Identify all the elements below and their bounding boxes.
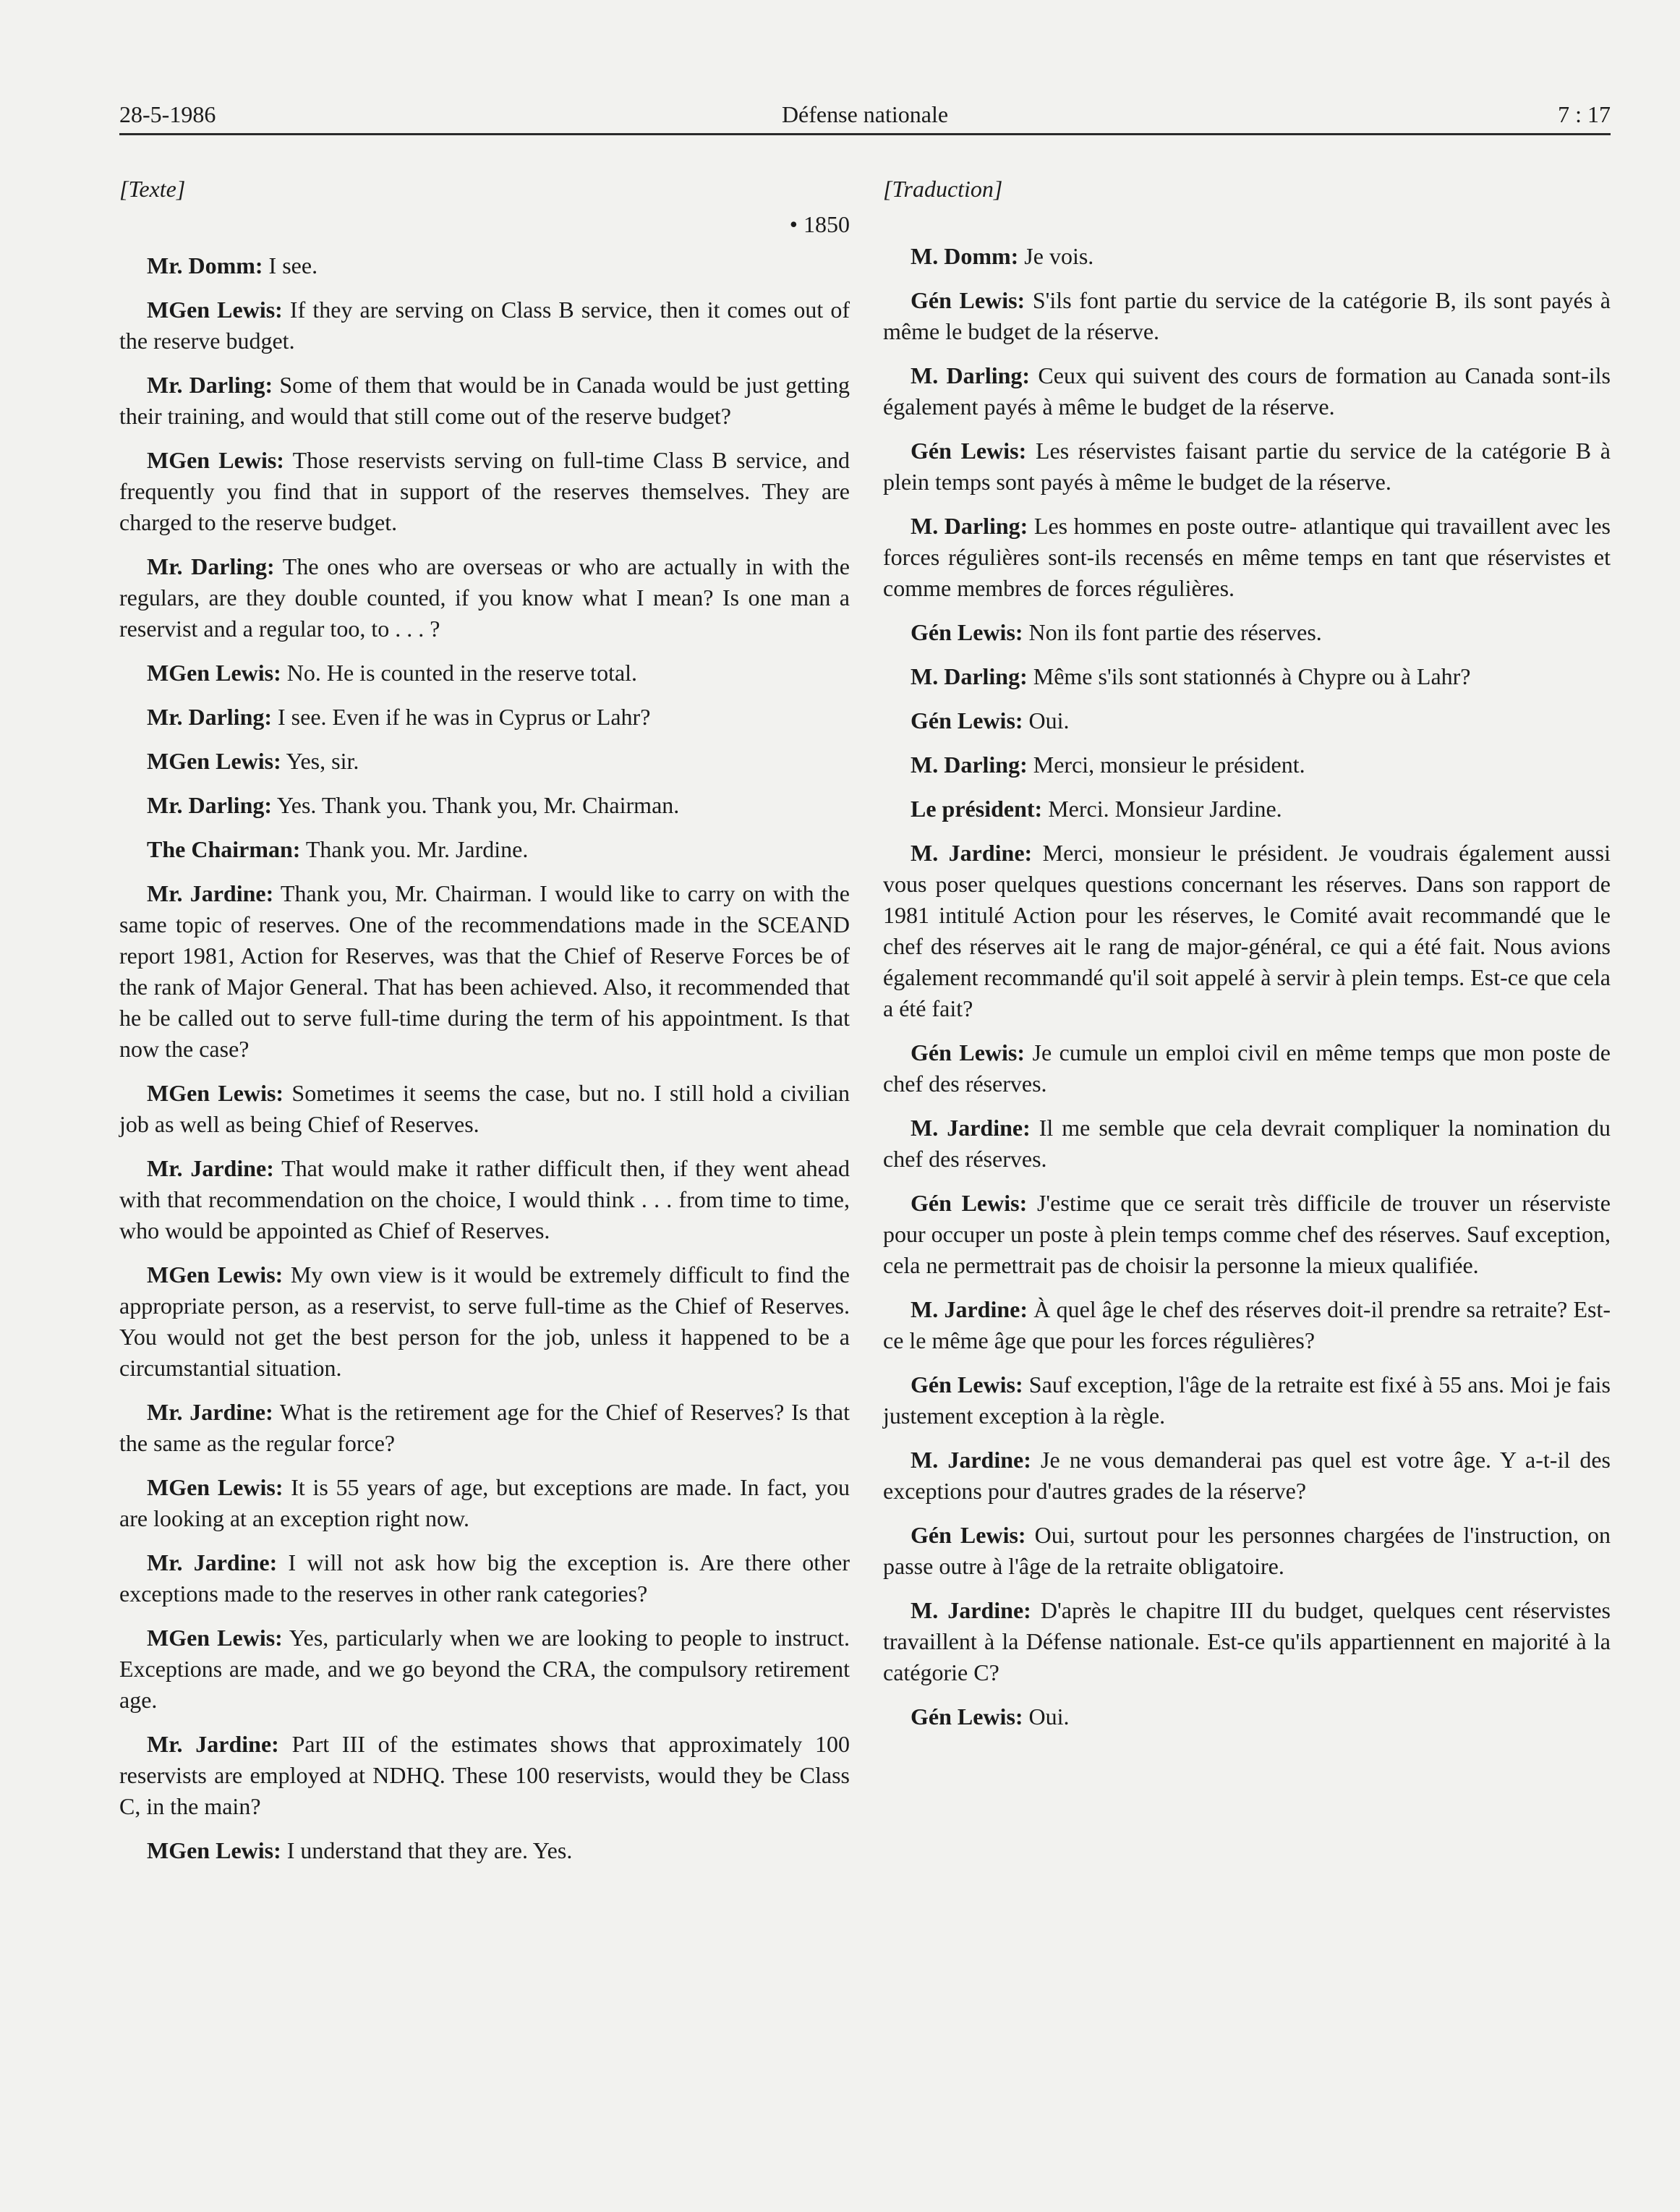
speaker-name: Mr. Jardine: <box>147 880 274 906</box>
speaker-name: M. Darling: <box>911 663 1028 689</box>
speaker-name: M. Jardine: <box>911 1447 1031 1473</box>
speech-text: Yes, particularly when we are looking to people to instruct. Exceptions are made, and we go beyond the CRA, the compulsory retirement age. <box>119 1625 850 1713</box>
speaker-name: MGen Lewis: <box>147 297 283 323</box>
speaker-name: MGen Lewis: <box>147 748 281 774</box>
speech-text: Oui, surtout pour les personnes chargées de l'instruction, on passe outre à l'âge de la retraite obligatoire. <box>883 1522 1611 1579</box>
speech-text: It is 55 years of age, but exceptions are made. In fact, you are looking at an exception right now. <box>119 1474 850 1531</box>
speech-text: The ones who are overseas or who are actually in with the regulars, are they double counted, if you know what I mean? Is one man a reservist and a regular too, to . . . ? <box>119 553 850 642</box>
transcript-paragraph <box>883 661 1611 692</box>
speech-text: S'ils font partie du service de la catégorie B, ils sont payés à même le budget de la réserve. <box>883 287 1611 344</box>
speech-text: Oui. <box>1023 707 1070 733</box>
speaker-name: Gén Lewis: <box>911 707 1023 733</box>
speaker-name: Gén Lewis: <box>911 438 1027 464</box>
speech-text: Les hommes en poste outre- atlantique qui travaillent avec les forces régulières sont-ils recensés en même temps en tant que réservistes et comme membres de forces régulières. <box>883 513 1611 601</box>
speaker-name: MGen Lewis: <box>147 1837 281 1863</box>
transcript-paragraph <box>119 445 850 538</box>
transcript-paragraph <box>119 834 850 865</box>
language-tag: [Traduction] <box>883 176 1003 202</box>
speaker-name: Mr. Darling: <box>147 553 275 579</box>
speaker-name: MGen Lewis: <box>147 1080 284 1106</box>
speaker-name: Gén Lewis: <box>911 1039 1026 1065</box>
transcript-paragraph <box>883 1445 1611 1507</box>
speech-text: Je cumule un emploi civil en même temps que mon poste de chef des réserves. <box>883 1039 1611 1097</box>
speech-text: Sometimes it seems the case, but no. I still hold a civilian job as well as being Chief of Reserves. <box>119 1080 850 1137</box>
speaker-name: Mr. Jardine: <box>147 1731 279 1757</box>
speech-text: Ceux qui suivent des cours de formation au Canada sont-ils également payés à même le budget de la réserve. <box>883 362 1611 420</box>
transcript-paragraph <box>119 250 850 281</box>
transcript-paragraph <box>119 1622 850 1716</box>
speech-text: Part III of the estimates shows that approximately 100 reservists are employed at NDHQ. These 100 reservists, would they be Class C, in the main? <box>119 1731 850 1819</box>
language-tag: [Texte] <box>119 176 186 202</box>
speech-text: Les réservistes faisant partie du service de la catégorie B à plein temps sont payés à même le budget de la réserve. <box>883 438 1611 495</box>
transcript-paragraph <box>119 1078 850 1140</box>
speaker-name: Mr. Domm: <box>147 252 263 278</box>
speech-text: I will not ask how big the exception is. Are there other exceptions made to the reserves in other rank categories? <box>119 1549 850 1607</box>
speech-text: Some of them that would be in Canada would be just getting their training, and would that still come out of the reserve budget? <box>119 372 850 429</box>
speech-text: Merci. Monsieur Jardine. <box>1042 796 1282 822</box>
transcript-paragraph <box>119 702 850 733</box>
speech-text: I see. <box>263 252 318 278</box>
speech-text: Thank you, Mr. Chairman. I would like to carry on with the same topic of reserves. One of the recommendations made in the SCEAND report 1981, Action for Reserves, was that the Chief of Reserve Forces be of the rank of Major General. That has been achieved. Also, it recommended that he be called out to serve full-time during the term of his appointment. Is that now the case? <box>119 880 850 1062</box>
transcript-paragraph <box>119 1472 850 1534</box>
transcript-paragraph <box>883 435 1611 498</box>
transcript-paragraph <box>883 1294 1611 1356</box>
speech-text: Those reservists serving on full-time Class B service, and frequently you find that in support of the reserves themselves. They are charged to the reserve budget. <box>119 447 850 535</box>
speaker-name: Gén Lewis: <box>911 1371 1023 1398</box>
french-transcript <box>883 241 1611 1732</box>
speech-text: Non ils font partie des réserves. <box>1023 619 1322 645</box>
speaker-name: Gén Lewis: <box>911 1190 1028 1216</box>
transcript-paragraph <box>883 241 1611 272</box>
speech-text: J'estime que ce serait très difficile de trouver un réserviste pour occuper un poste à plein temps comme chef des réserves. Sauf exception, cela ne permettrait pas de choisir la personne la mieux qualifiée. <box>883 1190 1611 1278</box>
speaker-name: MGen Lewis: <box>147 1474 283 1500</box>
transcript-paragraph <box>883 1595 1611 1688</box>
speech-text: My own view is it would be extremely difficult to find the appropriate person, as a reservist, to serve full-time as the Chief of Reserves. You would not get the best person for the job, unless it happened to be a circumstantial situation. <box>119 1262 850 1381</box>
transcript-paragraph <box>883 1701 1611 1732</box>
transcript-paragraph <box>883 1188 1611 1281</box>
speech-text: D'après le chapitre III du budget, quelques cent réservistes travaillent à la Défense nationale. Est-ce qu'ils appartiennent en majorité à la catégorie C? <box>883 1597 1611 1685</box>
speech-text: What is the retirement age for the Chief of Reserves? Is that the same as the regular force? <box>119 1399 850 1456</box>
speech-text: I understand that they are. Yes. <box>281 1837 573 1863</box>
transcript-paragraph <box>883 285 1611 347</box>
speech-text: Oui. <box>1023 1703 1070 1730</box>
speech-text: If they are serving on Class B service, then it comes out of the reserve budget. <box>119 297 850 354</box>
speaker-name: Le président: <box>911 796 1043 822</box>
english-column <box>119 174 850 1879</box>
transcript-paragraph <box>883 705 1611 736</box>
speaker-name: Mr. Jardine: <box>147 1155 274 1181</box>
transcript-paragraph <box>119 1153 850 1246</box>
transcript-paragraph <box>119 658 850 689</box>
english-transcript <box>119 250 850 1866</box>
speaker-name: Mr. Darling: <box>147 372 273 398</box>
transcript-paragraph <box>119 370 850 432</box>
transcript-paragraph <box>883 1369 1611 1432</box>
header-date: 28-5-1986 <box>119 101 216 127</box>
french-column <box>883 174 1611 1745</box>
speech-text: Je ne vous demanderai pas quel est votre âge. Y a-t-il des exceptions pour d'autres grades de la réserve? <box>883 1447 1611 1504</box>
speaker-name: Mr. Jardine: <box>147 1399 273 1425</box>
transcript-paragraph <box>119 551 850 645</box>
transcript-paragraph <box>883 1037 1611 1099</box>
speech-text: Il me semble que cela devrait compliquer la nomination du chef des réserves. <box>883 1115 1611 1172</box>
speaker-name: Mr. Darling: <box>147 704 273 730</box>
speech-text: Yes, sir. <box>281 748 359 774</box>
speaker-name: Mr. Jardine: <box>147 1549 278 1575</box>
speaker-name: MGen Lewis: <box>147 447 284 473</box>
transcript-paragraph <box>883 1113 1611 1175</box>
transcript-paragraph <box>119 1397 850 1459</box>
transcript-paragraph <box>119 790 850 821</box>
transcript-paragraph <box>883 511 1611 604</box>
speaker-name: MGen Lewis: <box>147 1625 283 1651</box>
speech-text: That would make it rather difficult then, if they went ahead with that recommendation on the choice, I would think . . . from time to time, who would be appointed as Chief of Reserves. <box>119 1155 850 1243</box>
speaker-name: Gén Lewis: <box>911 619 1023 645</box>
speaker-name: The Chairman: <box>147 836 301 862</box>
speaker-name: MGen Lewis: <box>147 660 281 686</box>
transcript-paragraph <box>119 1835 850 1866</box>
speech-text: Merci, monsieur le président. Je voudrais également aussi vous poser quelques questions concernant les réserves. Dans son rapport de 1981 intitulé Action pour les réserves, le Comité avait recommandé que le chef des réserves ait le rang de major-général, ce qui a été fait. Nous avions également recommandé qu'il soit appelé à servir à plein temps. Est-ce que cela a été fait? <box>883 840 1611 1021</box>
speaker-name: Gén Lewis: <box>911 1703 1023 1730</box>
speech-text: Thank you. Mr. Jardine. <box>300 836 529 862</box>
speaker-name: M. Domm: <box>911 243 1019 269</box>
speech-text: À quel âge le chef des réserves doit-il prendre sa retraite? Est-ce le même âge que pour les forces régulières? <box>883 1296 1611 1353</box>
transcript-paragraph <box>883 1520 1611 1582</box>
speaker-name: M. Darling: <box>911 752 1028 778</box>
speech-text: I see. Even if he was in Cyprus or Lahr? <box>272 704 651 730</box>
speech-text: Yes. Thank you. Thank you, Mr. Chairman. <box>272 792 680 818</box>
transcript-paragraph <box>883 838 1611 1024</box>
speaker-name: M. Darling: <box>911 513 1028 539</box>
speaker-name: M. Jardine: <box>911 840 1033 866</box>
speaker-name: M. Darling: <box>911 362 1031 388</box>
speaker-name: Gén Lewis: <box>911 287 1026 313</box>
speaker-name: M. Jardine: <box>911 1597 1031 1623</box>
transcript-paragraph <box>883 617 1611 648</box>
transcript-paragraph <box>119 294 850 357</box>
page-header <box>119 101 1611 135</box>
time-stamp: • 1850 <box>789 211 850 237</box>
speech-text: No. He is counted in the reserve total. <box>281 660 638 686</box>
transcript-paragraph <box>119 878 850 1065</box>
speech-text: Je vois. <box>1018 243 1094 269</box>
speaker-name: Gén Lewis: <box>911 1522 1026 1548</box>
speaker-name: MGen Lewis: <box>147 1262 283 1288</box>
transcript-paragraph <box>119 746 850 777</box>
speaker-name: M. Jardine: <box>911 1296 1028 1322</box>
transcript-paragraph <box>883 360 1611 422</box>
header-page-number: 7 : 17 <box>1558 101 1611 127</box>
transcript-paragraph <box>119 1259 850 1384</box>
transcript-paragraph <box>883 749 1611 780</box>
speaker-name: Mr. Darling: <box>147 792 273 818</box>
header-title: Défense nationale <box>781 101 949 127</box>
transcript-paragraph <box>883 794 1611 825</box>
transcript-paragraph <box>119 1547 850 1609</box>
speech-text: Même s'ils sont stationnés à Chypre ou à Lahr? <box>1027 663 1471 689</box>
speech-text: Merci, monsieur le président. <box>1027 752 1305 778</box>
speaker-name: M. Jardine: <box>911 1115 1031 1141</box>
transcript-paragraph <box>119 1729 850 1822</box>
speech-text: Sauf exception, l'âge de la retraite est fixé à 55 ans. Moi je fais justement exception à la règle. <box>883 1371 1611 1429</box>
